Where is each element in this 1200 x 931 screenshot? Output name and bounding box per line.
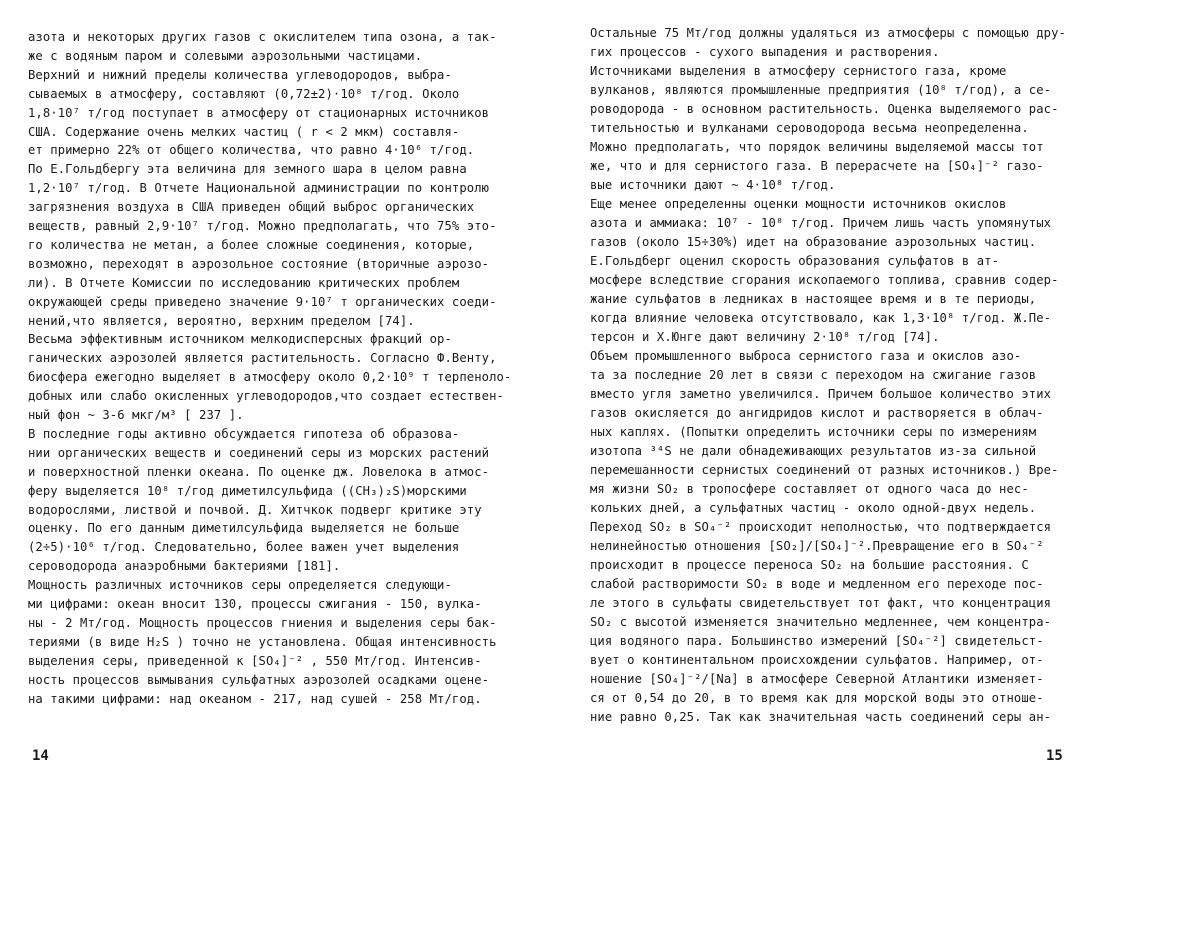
text-line: Еще менее определенны оценки мощности источников окислов [590,197,1007,211]
text-line: окружающей среды приведено значение 9·10⁷ т органических соеди- [28,294,497,309]
text-line: газов окисляется до ангидридов кислот и растворяется в облач- [590,406,1044,420]
text-line: ных каплях. (Попытки определить источники серы по измерениям [590,425,1037,439]
text-line: ле этого в сульфаты свидетельствует тот факт, что концентрация [590,596,1052,610]
text-line: перемешанности сернистых соединений от разных источников.) Вре- [590,463,1059,477]
text-line: слабой растворимости SO₂ в воде и медленном его переходе пос- [590,577,1044,591]
page-number-right: 15 [1046,748,1063,764]
right-page [590,0,1072,931]
text-line: ганических аэрозолей является растительность. Согласно Ф.Венту, [28,351,497,366]
text-line: азота и аммиака: 10⁷ - 10⁸ т/год. Причем лишь часть упомянутых [590,216,1052,230]
text-line: Верхний и нижний пределы количества углеводородов, выбра- [28,67,452,82]
text-line: водорослями, листвой и почвой. Д. Хитчкок подверг критике эту [28,502,482,517]
text-line: та за последние 20 лет в связи с переходом на сжигание газов [590,368,1037,382]
text-line: США. Содержание очень мелких частиц ( r < 2 мкм) составля- [28,124,460,139]
text-line: сероводорода анаэробными бактериями [181]. [28,559,341,574]
text-line: нелинейностью отношения [SO₂]/[SO₄]⁻².Превращение его в SO₄⁻² [590,539,1044,553]
text-line: вулканов, являются промышленные предприятия (10⁸ т/год), а се- [590,83,1052,97]
text-line: когда влияние человека отсутствовало, как 1,3·10⁸ т/год. Ж.Пе- [590,311,1052,325]
text-line: и поверхностной пленки океана. По оценке дж. Ловелока в атмос- [28,464,490,479]
text-line: В последние годы активно обсуждается гипотеза об образова- [28,426,460,441]
text-line: ность процессов вымывания сульфатных аэрозолей осадками оцене- [28,672,490,687]
text-line: Переход SO₂ в SO₄⁻² происходит неполностью, что подтверждается [590,520,1052,534]
text-line: ция водяного пара. Большинство измерений [SO₄⁻²] свидетельст- [590,634,1044,648]
text-line: происходит в процессе переноса SO₂ на большие расстояния. С [590,558,1029,572]
text-line: феру выделяется 10⁸ т/год диметилсульфида ((CH₃)₂S)морскими [28,483,467,498]
text-line: же, что и для сернистого газа. В перерасчете на [SO₄]⁻² газо- [590,159,1044,173]
text-line: ся от 0,54 до 20, в то время как для морской воды это отноше- [590,691,1044,705]
text-line: мя жизни SO₂ в тропосфере составляет от одного часа до нес- [590,482,1029,496]
text-line: Мощность различных источников серы определяется следующи- [28,578,452,593]
text-line: азота и некоторых других газов с окислителем типа озона, а так- [28,30,497,44]
text-line: терсон и Х.Юнге дают величину 2·10⁸ т/год [74]. [590,330,940,344]
text-line: ны - 2 Мт/год. Мощность процессов гниения и выделения серы бак- [28,615,497,630]
text-line: (2÷5)·10⁶ т/год. Следовательно, более важен учет выделения [28,540,460,555]
text-line: Источниками выделения в атмосферу сернистого газа, кроме [590,64,1007,78]
text-line: 1,8·10⁷ т/год поступает в атмосферу от стационарных источников [28,105,490,120]
text-line: выделения серы, приведенной к [SO₄]⁻² , 550 Мт/год. Интенсив- [28,653,482,668]
text-line: ми цифрами: океан вносит 130, процессы сжигания - 150, вулка- [28,597,482,611]
text-line: сываемых в атмосферу, составляют (0,72±2)·10⁸ т/год. Около [28,86,460,101]
text-line: ние равно 0,25. Так как значительная часть соединений серы ан- [590,710,1052,724]
text-line: нений,что является, вероятно, верхним пределом [74]. [28,313,415,328]
text-line: териями (в виде H₂S ) точно не установлена. Общая интенсивность [28,634,497,649]
text-line: мосфере вследствие сгорания ископаемого топлива, сравнив содер- [590,273,1059,287]
text-line: газов (около 15÷30%) идет на образование аэрозольных частиц. [590,235,1037,249]
text-line: на такими цифрами: над океаном - 217, над сушей - 258 Мт/год. [28,691,482,706]
text-line: 1,2·10⁷ т/год. В Отчете Национальной администрации по контролю [28,181,490,196]
text-line: добных или слабо окисленных углеводородов,что создает естествен- [28,389,504,404]
text-line: Объем промышленного выброса сернистого газа и окислов азо- [590,349,1022,363]
text-line: тительностью и вулканами сероводорода весьма неопределенна. [590,121,1029,135]
text-line: По Е.Гольдбергу эта величина для земного шара в целом равна [28,162,467,177]
text-line: кольких дней, а сульфатных частиц - около одной-двух недель. [590,501,1037,515]
text-line: Остальные 75 Мт/год должны удаляться из атмосферы с помощью дру- [590,26,1066,40]
text-line: вует о континентальном происхождении сульфатов. Например, от- [590,653,1044,667]
text-line: возможно, переходят в аэрозольное состояние (вторичные аэрозо- [28,256,490,271]
text-line: ношение [SO₄]⁻²/[Na] в атмосфере Северной Атлантики изменяет- [590,672,1044,686]
text-line: роводорода - в основном растительность. Оценка выделяемого рас- [590,102,1059,116]
text-line: веществ, равный 2,9·10⁷ т/год. Можно предполагать, что 75% это- [28,219,497,233]
text-line: SO₂ с высотой изменяется значительно медленнее, чем концентра- [590,615,1052,629]
text-line: изотопа ³⁴S не дали обнадеживающих результатов из-за сильной [590,444,1037,458]
text-line: ет примерно 22% от общего количества, что равно 4·10⁶ т/год. [28,143,475,158]
text-line: Е.Гольдберг оценил скорость образования сульфатов в ат- [590,254,1000,268]
text-line: Можно предполагать, что порядок величины выделяемой массы тот [590,140,1044,154]
text-line: го количества не метан, а более сложные соединения, которые, [28,237,475,252]
text-line: Весьма эффективным источником мелкодисперсных фракций ор- [28,332,452,347]
text-line: оценку. По его данным диметилсульфида выделяется не больше [28,521,460,536]
text-line: же с водяным паром и солевыми аэрозольными частицами. [28,48,423,63]
text-line: жание сульфатов в ледниках в настоящее время и в те периоды, [590,292,1037,306]
text-line: нии органических веществ и соединений серы из морских растений [28,445,490,460]
text-line: вместо угля заметно увеличился. Причем большое количество этих [590,387,1052,401]
text-line: загрязнения воздуха в США приведен общий выброс органических [28,200,475,215]
text-line: биосфера ежегодно выделяет в атмосферу около 0,2·10⁹ т терпеноло- [28,370,512,385]
text-line: ный фон ~ 3-6 мкг/м³ [ 237 ]. [28,408,244,422]
text-line: ли). В Отчете Комиссии по исследованию критических проблем [28,275,460,290]
text-line: гих процессов - сухого выпадения и растворения. [590,45,940,59]
page-number-left: 14 [32,748,49,764]
text-line: вые источники дают ~ 4·10⁸ т/год. [590,178,836,192]
left-page [28,0,528,931]
